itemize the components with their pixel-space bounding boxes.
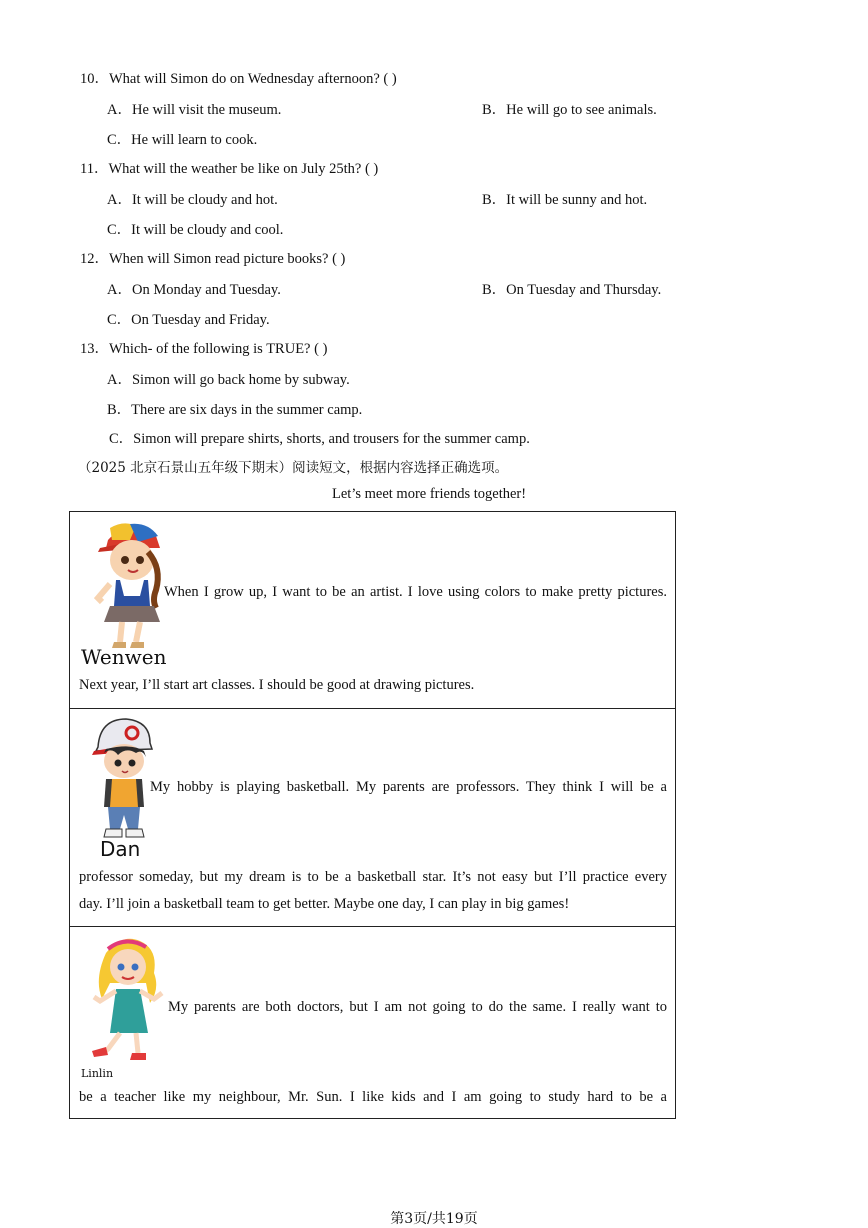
section-intro: （2025 北京石景山五年级下期末）阅读短文，根据内容选择正确选项。	[78, 460, 509, 476]
option-c: C．Simon will prepare shirts, shorts, and trousers for the summer camp.	[109, 431, 530, 447]
question-number: 13．	[80, 341, 109, 357]
option-a: A．He will visit the museum.	[107, 102, 282, 118]
friend-name: Dan	[100, 837, 141, 861]
wenwen-illustration	[90, 518, 168, 653]
dan-illustration	[92, 717, 154, 841]
option-c: C．He will learn to cook.	[107, 132, 258, 148]
option-c: C．It will be cloudy and cool.	[107, 222, 284, 238]
page-footer: 第3页/共19页	[390, 1211, 478, 1227]
friend-row-wenwen	[70, 512, 675, 708]
option-a: A．Simon will go back home by subway.	[107, 372, 350, 388]
question-text: When will Simon read picture books? ( )	[109, 251, 346, 267]
friend-text-line: be a teacher like my neighbour, Mr. Sun. I like kids and I am going to study hard to be a	[79, 1089, 667, 1105]
question-text: What will Simon do on Wednesday afternoon? ( )	[109, 71, 397, 87]
passage-title: Let’s meet more friends together!	[332, 486, 527, 502]
question-number: 11．	[80, 161, 109, 177]
friend-row-dan	[70, 708, 675, 926]
friend-row-linlin	[70, 926, 675, 1120]
question-number: 12．	[80, 251, 109, 267]
question-text: What will the weather be like on July 25th? ( )	[108, 161, 379, 177]
question-11	[80, 157, 378, 178]
friend-text-line: professor someday, but my dream is to be a basketball star. It’s not easy but I’ll practice every	[79, 869, 667, 885]
question-10	[80, 67, 397, 88]
linlin-illustration	[88, 933, 166, 1065]
option-b: B．There are six days in the summer camp.	[107, 402, 363, 418]
friend-text-line: My hobby is playing basketball. My parents are professors. They think I will be a	[150, 779, 667, 795]
option-b: B．On Tuesday and Thursday.	[482, 282, 662, 298]
friend-text-line: Next year, I’ll start art classes. I should be good at drawing pictures.	[79, 677, 475, 693]
option-a: A．It will be cloudy and hot.	[107, 192, 278, 208]
friend-text-line: My parents are both doctors, but I am not going to do the same. I really want to	[168, 999, 667, 1015]
friend-text-line: day. I’ll join a basketball team to get better. Maybe one day, I can play in big games!	[79, 896, 570, 912]
question-text: Which- of the following is TRUE? ( )	[109, 341, 328, 357]
question-number: 10．	[80, 71, 109, 87]
question-13	[80, 337, 327, 358]
question-12	[80, 247, 345, 268]
friend-text-line: When I grow up, I want to be an artist. I love using colors to make pretty pictures.	[164, 584, 667, 600]
friend-name: Linlin	[81, 1067, 114, 1080]
option-b: B．It will be sunny and hot.	[482, 192, 648, 208]
option-a: A．On Monday and Tuesday.	[107, 282, 281, 298]
option-b: B．He will go to see animals.	[482, 102, 657, 118]
friends-table	[69, 511, 676, 1119]
friend-name: Wenwen	[81, 645, 167, 669]
option-c: C．On Tuesday and Friday.	[107, 312, 270, 328]
